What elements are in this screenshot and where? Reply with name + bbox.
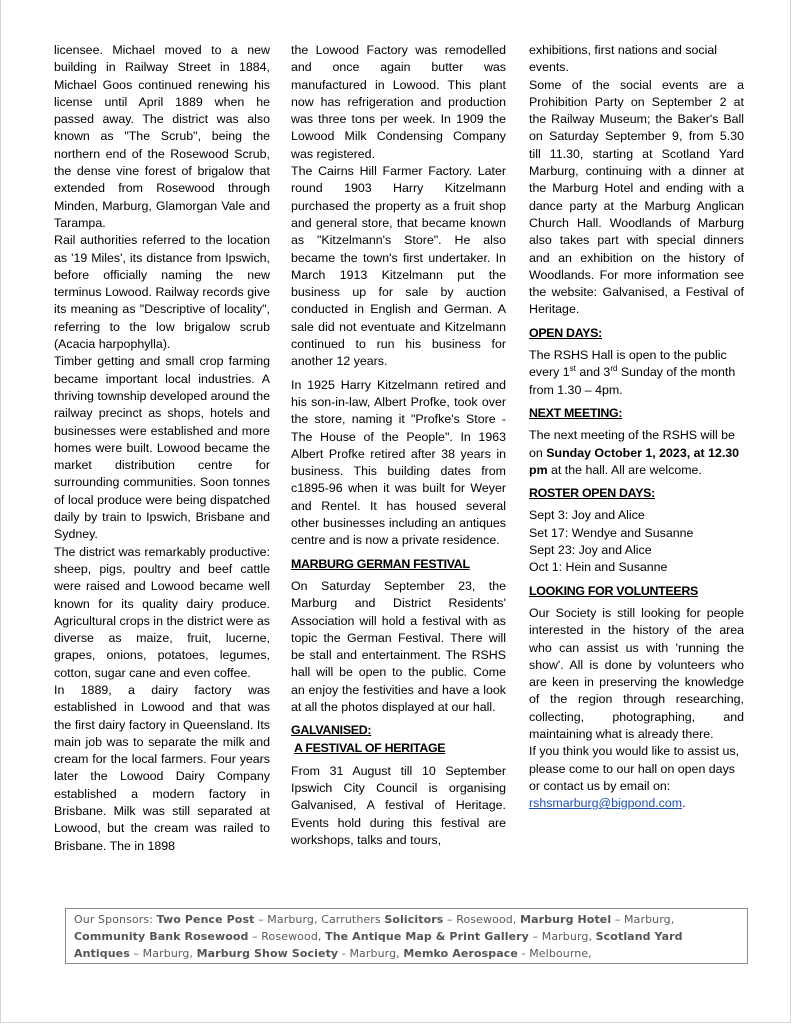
- sponsors-label: Our Sponsors:: [74, 913, 157, 926]
- heading-marburg-german-festival: MARBURG GERMAN FESTIVAL: [291, 556, 470, 571]
- open-days-text-part: and 3: [575, 365, 611, 380]
- roster-item: Oct 1: Hein and Susanne: [529, 560, 668, 575]
- paragraph: licensee. Michael moved to a new building in Railway Street in 1884, Michael Goos continued renewing his license until April 1889 when he passed away. The district was also known as "The Scrub", being the northern end of the Rosewood Scrub, the dense vine forest of brigalow that extended from Rosewood through Minden, Marburg, Glamorgan Vale and Tarampa.: [54, 43, 270, 230]
- column-3: [529, 42, 744, 812]
- open-days-text-part: Sunday of the month from 1.30 – 4pm.: [529, 365, 736, 397]
- sponsor-name: Memko Aerospace: [403, 947, 518, 960]
- heading-roster-open-days: ROSTER OPEN DAYS:: [529, 486, 655, 501]
- paragraph: In 1889, a dairy factory was established in Lowood and that was the first dairy factory in Queensland. Its main job was to separate the milk and cream for the local farmers. Four years later the Lowood Dairy Company established a modern factory in Brisbane. Milk was still separated at Lowood, but the cream was railed to Brisbane. The in 1898: [54, 682, 270, 853]
- sponsor-name: Two Pence Post: [156, 913, 255, 926]
- open-days-text-part: The RSHS Hall is open to the public every 1: [529, 348, 727, 380]
- paragraph: Rail authorities referred to the location as '19 Miles', its distance from Ipswich, before officially naming the new terminus Lowood. Railway records give its meaning as "Descriptive of locality", referring to the low brigalow scrub (Acacia harpophylla).: [54, 233, 270, 352]
- sponsor-name: Solicitors: [384, 913, 444, 926]
- email-tail: .: [682, 796, 686, 811]
- email-link[interactable]: rshsmarburg@bigpond.com: [529, 796, 683, 811]
- sponsor-location: - Melbourne,: [517, 947, 592, 960]
- sponsor-location: – Marburg,: [528, 930, 596, 943]
- open-days-text: [529, 347, 744, 399]
- sponsor-name: Scotland Yard Antiques: [74, 930, 683, 960]
- sponsor-location: – Rosewood,: [248, 930, 326, 943]
- sponsors-box: [65, 908, 748, 964]
- meeting-text-part: The next meeting of the RSHS will be on: [529, 428, 735, 460]
- paragraph: Our Society is still looking for people interested in the history of the area who can assist us with 'running the show'. All is done by volunteers who are keen in preserving the knowledge of the region through researching, collecting, photographing, and maintaining what is already there.: [529, 605, 744, 741]
- roster-list: [529, 507, 744, 576]
- next-meeting-text: [529, 427, 744, 479]
- roster-item: Sept 23: Joy and Alice: [529, 543, 652, 558]
- paragraph: If you think you would like to assist us, please come to our hall on open days or contact us by email on:: [529, 744, 740, 793]
- column-1: [54, 42, 270, 855]
- paragraph: From 31 August till 10 September Ipswich City Council is organising Galvanised, A festival of Heritage. Events hold during this festival are workshops, talks and tours,: [291, 763, 506, 848]
- sponsor-location: – Marburg,: [611, 913, 675, 926]
- heading-next-meeting: NEXT MEETING:: [529, 405, 623, 420]
- sponsor-location: – Marburg,: [129, 947, 197, 960]
- column-2: [291, 42, 506, 849]
- heading-open-days: OPEN DAYS:: [529, 325, 602, 340]
- paragraph: exhibitions, first nations and social events.: [529, 43, 718, 75]
- sponsor-location: – Marburg, Carruthers: [254, 913, 385, 926]
- ordinal-suffix: rd: [610, 364, 618, 374]
- heading-galvanised: [291, 722, 506, 757]
- sponsor-name: Marburg Hotel: [520, 913, 612, 926]
- ordinal-suffix: st: [569, 364, 576, 374]
- heading-galvanised-line-2: A FESTIVAL OF HERITAGE: [294, 740, 446, 755]
- paragraph: In 1925 Harry Kitzelmann retired and his son-in-law, Albert Profke, took over the store, naming it "Profke's Store - The House of the People". In 1963 Albert Profke retired after 38 years in business. This building dates from c1895-96 when it was built for Weyer and Rentel. It has housed several other businesses including an antiques centre and is now a private residence.: [291, 377, 506, 548]
- sponsor-name: Marburg Show Society: [196, 947, 339, 960]
- paragraph: Some of the social events are a Prohibition Party on September 2 at the Railway Museum; the Baker's Ball on Saturday September 9, from 5.30 till 11.30, starting at Scotland Yard Marburg, continuing with a dinner at the Marburg Hotel and ending with a dance party at the Marburg Anglican Church Hall. Woodlands of Marburg also takes part with special dinners and an exhibition on the history of Woodlands. For more information see the website: Galvanised, a Festival of Heritage.: [529, 77, 744, 317]
- sponsor-name: Community Bank Rosewood: [74, 930, 249, 943]
- heading-looking-for-volunteers: LOOKING FOR VOLUNTEERS: [529, 583, 698, 598]
- email-line: [529, 795, 744, 812]
- sponsor-location: – Rosewood,: [443, 913, 521, 926]
- paragraph: On Saturday September 23, the Marburg and District Residents' Association will hold a festival with as topic the German Festival. There will be stall and entertainment. The RSHS hall will be open to the public. Come an enjoy the festivities and have a look at all the photos displayed at our hall.: [291, 578, 506, 714]
- sponsor-location: - Marburg,: [338, 947, 404, 960]
- sponsor-name: The Antique Map & Print Gallery: [325, 930, 529, 943]
- meeting-date: Sunday October 1, 2023, at 12.30 pm: [529, 445, 740, 477]
- paragraph: The district was remarkably productive: sheep, pigs, poultry and beef cattle were raised and Lowood became well known for its quality dairy produce. Agricultural crops in the district were as diverse as maize, fruit, lucerne, grapes, onions, potatoes, legumes, cotton, sugar cane and even coffee.: [54, 544, 270, 680]
- heading-galvanised-line-1: GALVANISED:: [291, 723, 372, 738]
- roster-item: Set 17: Wendye and Susanne: [529, 525, 694, 540]
- paragraph: Timber getting and small crop farming became important local industries. A thriving township developed around the railway precinct as shops, hotels and businesses were established and more homes were built. Lowood became the market distribution centre for surrounding communities. Soon tonnes of local produce were being dispatched daily by train to Ipswich, Brisbane and Sydney.: [54, 354, 270, 542]
- paragraph: The Cairns Hill Farmer Factory. Later round 1903 Harry Kitzelmann purchased the property as a fruit shop and general store, that became known as "Kitzelmann's Store". He also became the town's first undertaker. In March 1913 Kitzelmann put the business up for sale by auction conducted in English and German. A sale did not eventuate and Kitzelmann continued to run his business for another 12 years.: [291, 164, 506, 369]
- meeting-text-part: at the hall. All are welcome.: [547, 462, 702, 477]
- paragraph: the Lowood Factory was remodelled and once again butter was manufactured in Lowood. This plant now has refrigeration and production was three tons per week. In 1909 the Lowood Milk Condensing Company was registered.: [291, 43, 506, 161]
- roster-item: Sept 3: Joy and Alice: [529, 508, 645, 523]
